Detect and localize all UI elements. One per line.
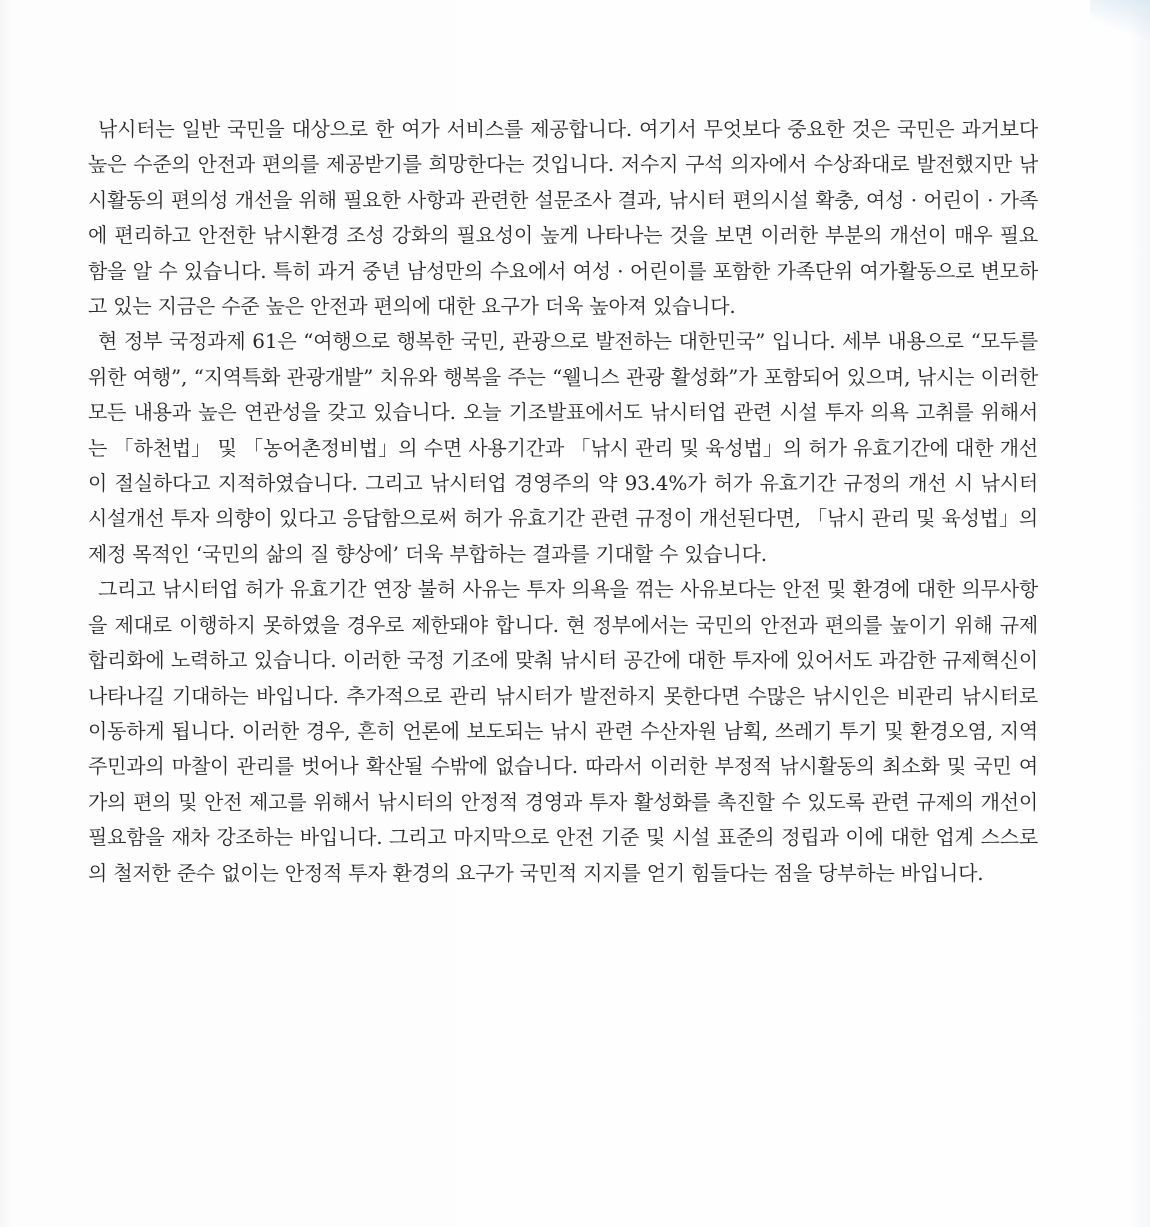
paragraph-2: 현 정부 국정과제 61은 “여행으로 행복한 국민, 관광으로 발전하는 대한민국” 입니다. 세부 내용으로 “모두를 위한 여행”, “지역특화 관광개발” 치유와 행복을 주는 “웰니스 관광 활성화”가 포함되어 있으며, 낚시는 이러한 모든 내용과 높은 연관성을 갖고 있습니다. 오늘 기조발표에서도 낚시터업 관련 시설 투자 의욕 고취를 위해서는 「하천법」 및 「농어촌정비법」의 수면 사용기간과 「낚시 관리 및 육성법」의 허가 유효기간에 대한 개선이 절실하다고 지적하였습니다. 그리고 낚시터업 경영주의 약 93.4%가 허가 유효기간 규정의 개선 시 낚시터 시설개선 투자 의향이 있다고 응답함으로써 허가 유효기간 관련 규정이 개선된다면, 「낚시 관리 및 육성법」의 제정 목적인 ‘국민의 삶의 질 향상에’ 더욱 부합하는 결과를 기대할 수 있습니다. [88, 329, 1038, 566]
scan-edge-tint [1090, 0, 1150, 40]
paragraph-1: 낚시터는 일반 국민을 대상으로 한 여가 서비스를 제공합니다. 여기서 무엇보다 중요한 것은 국민은 과거보다 높은 수준의 안전과 편의를 제공받기를 희망한다는 것입니다. 저수지 구석 의자에서 수상좌대로 발전했지만 낚시활동의 편의성 개선을 위해 필요한 사항과 관련한 설문조사 결과, 낚시터 편의시설 확충, 여성 · 어린이 · 가족에 편리하고 안전한 낚시환경 조성 강화의 필요성이 높게 나타나는 것을 보면 이러한 부분의 개선이 매우 필요함을 알 수 있습니다. 특히 과거 중년 남성만의 수요에서 여성 · 어린이를 포함한 가족단위 여가활동으로 변모하고 있는 지금은 수준 높은 안전과 편의에 대한 요구가 더욱 높아져 있습니다. [88, 117, 1038, 319]
paragraph-3: 그리고 낚시터업 허가 유효기간 연장 불허 사유는 투자 의욕을 꺾는 사유보다는 안전 및 환경에 대한 의무사항을 제대로 이행하지 못하였을 경우로 제한돼야 합니다. 현 정부에서는 국민의 안전과 편의를 높이기 위해 규제 합리화에 노력하고 있습니다. 이러한 국정 기조에 맞춰 낚시터 공간에 대한 투자에 있어서도 과감한 규제혁신이 나타나길 기대하는 바입니다. 추가적으로 관리 낚시터가 발전하지 못한다면 수많은 낚시인은 비관리 낚시터로 이동하게 됩니다. 이러한 경우, 흔히 언론에 보도되는 낚시 관련 수산자원 남획, 쓰레기 투기 및 환경오염, 지역주민과의 마찰이 관리를 벗어나 확산될 수밖에 없습니다. 따라서 이러한 부정적 낚시활동의 최소화 및 국민 여가의 편의 및 안전 제고를 위해서 낚시터의 안정적 경영과 투자 활성화를 촉진할 수 있도록 관련 규제의 개선이 필요함을 재차 강조하는 바입니다. 그리고 마지막으로 안전 기준 및 시설 표준의 정립과 이에 대한 업계 스스로의 철저한 준수 없이는 안정적 투자 환경의 요구가 국민적 지지를 얻기 힘들다는 점을 당부하는 바입니다. [88, 577, 1038, 885]
document-body [88, 112, 1038, 891]
